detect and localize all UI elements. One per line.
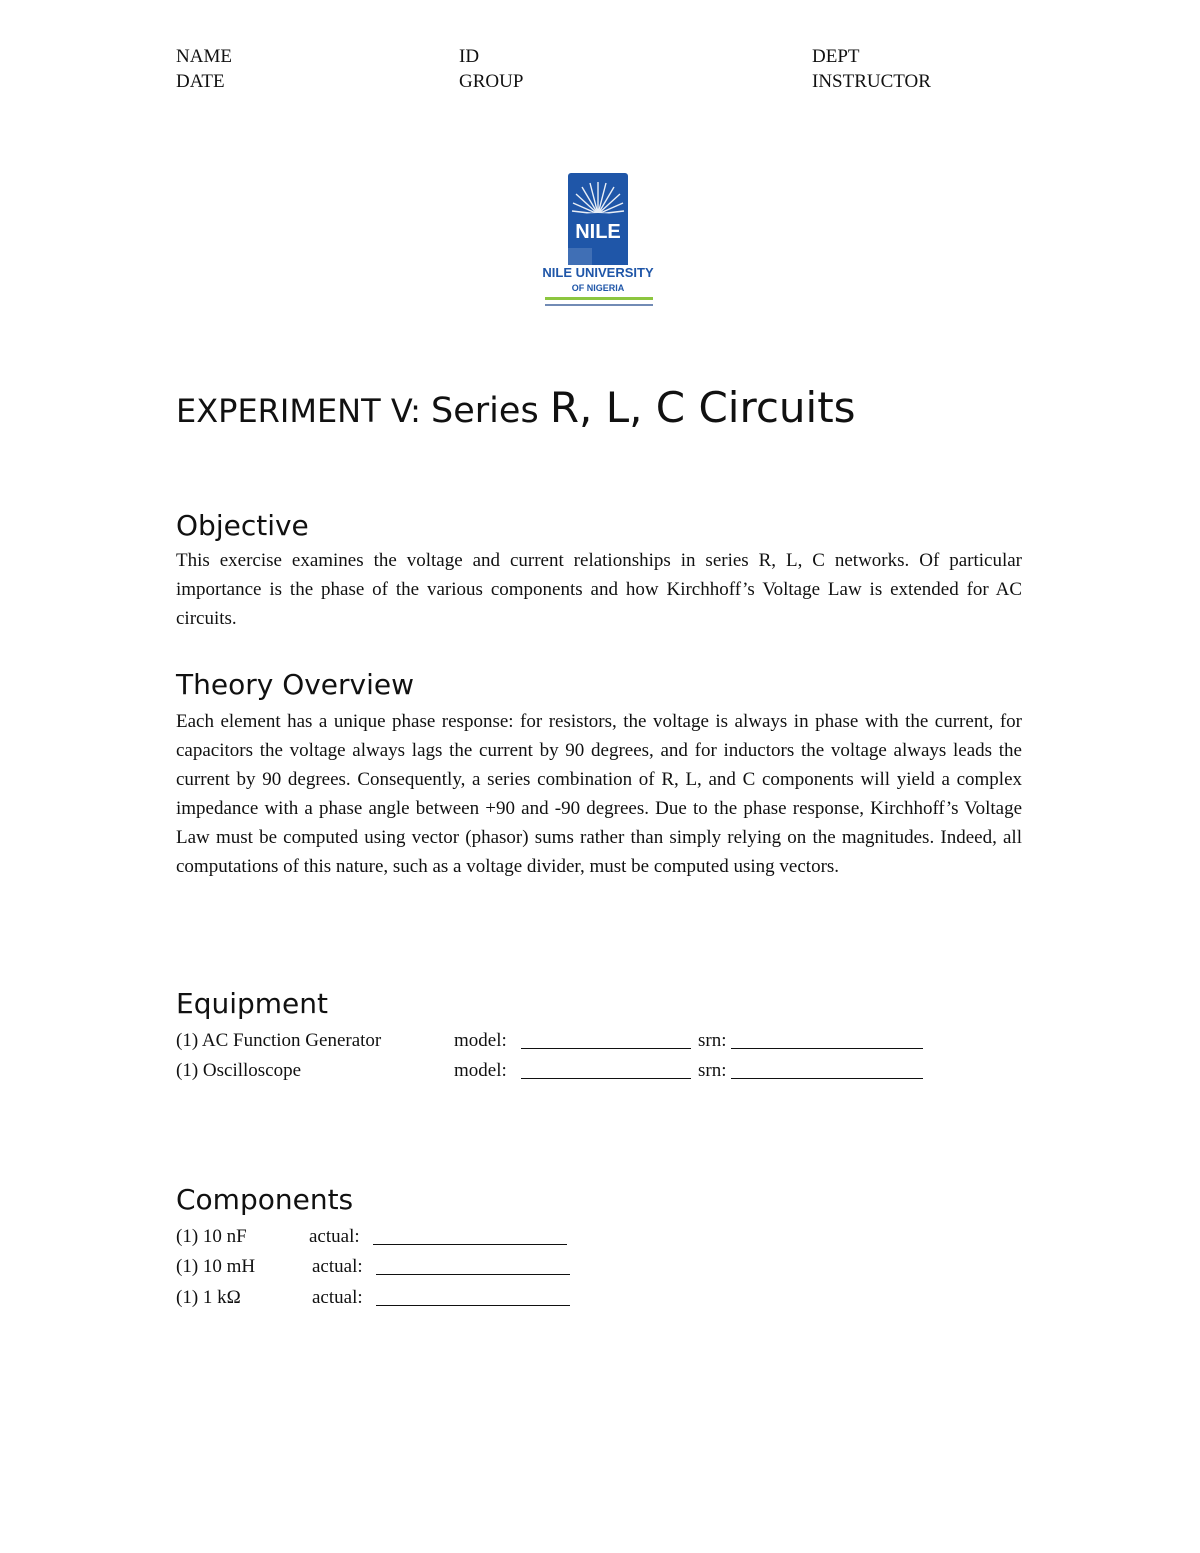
model-label: model: [454,1030,507,1051]
name-label: NAME [176,46,232,67]
actual-label: actual: [312,1256,363,1277]
university-logo [540,170,660,315]
equipment-heading: Equipment [176,987,328,1020]
srn-field[interactable] [731,1048,923,1049]
equipment-name: (1) Oscilloscope [176,1060,302,1081]
component-name: (1) 10 mH [176,1256,256,1277]
equipment-row [176,1056,936,1086]
component-row [176,1283,596,1313]
srn-label: srn: [698,1030,727,1051]
dept-label: DEPT [812,46,860,67]
actual-label: actual: [312,1287,363,1308]
model-field[interactable] [521,1078,691,1079]
actual-label: actual: [309,1226,360,1247]
title-experiment: EXPERIMENT V: [176,392,432,430]
title-series: Series [431,391,550,431]
theory-body: Each element has a unique phase response: for resistors, the voltage is always in phase with the current, for capacitors the voltage always lags the current by 90 degrees, and for inductors the voltage always leads the current by 90 degrees. Consequently, a series combination of R, L, and C components will yield a complex impedance with a phase angle between +90 and -90 degrees. Due to the phase response, Kirchhoff’s Voltage Law must be computed using vector (phasor) sums rather than simply relying on the magnitudes. Indeed, all computations of this nature, such as a voltage divider, must be computed using vectors. [176,711,1022,877]
svg-text:OF NIGERIA: OF NIGERIA [571,283,625,293]
component-row [176,1252,596,1282]
theory-heading: Theory Overview [176,668,415,701]
page-title [176,380,856,445]
id-label: ID [459,46,480,67]
objective-body: This exercise examines the voltage and current relationships in series R, L, C networks. Of particular importance is the phase of the various components and how Kirchhoff’s Voltage Law is extended for AC circuits. [176,550,1022,629]
svg-text:NILE UNIVERSITY: NILE UNIVERSITY [542,265,654,280]
actual-field[interactable] [376,1274,570,1275]
model-label: model: [454,1060,507,1081]
nile-logo-mark-icon [540,170,660,315]
svg-text:NILE: NILE [575,221,621,243]
model-field[interactable] [521,1048,691,1049]
srn-label: srn: [698,1060,727,1081]
equipment-name: (1) AC Function Generator [176,1030,382,1051]
component-name: (1) 1 kΩ [176,1287,241,1308]
actual-field[interactable] [376,1305,570,1306]
group-label: GROUP [459,71,524,92]
title-circuits: R, L, C Circuits [549,383,856,432]
objective-heading: Objective [176,509,309,542]
instructor-label: INSTRUCTOR [812,71,931,92]
date-label: DATE [176,71,225,92]
component-name: (1) 10 nF [176,1226,247,1247]
srn-field[interactable] [731,1078,923,1079]
actual-field[interactable] [373,1244,567,1245]
component-row [176,1222,596,1252]
equipment-row [176,1026,936,1056]
components-heading: Components [176,1183,354,1216]
